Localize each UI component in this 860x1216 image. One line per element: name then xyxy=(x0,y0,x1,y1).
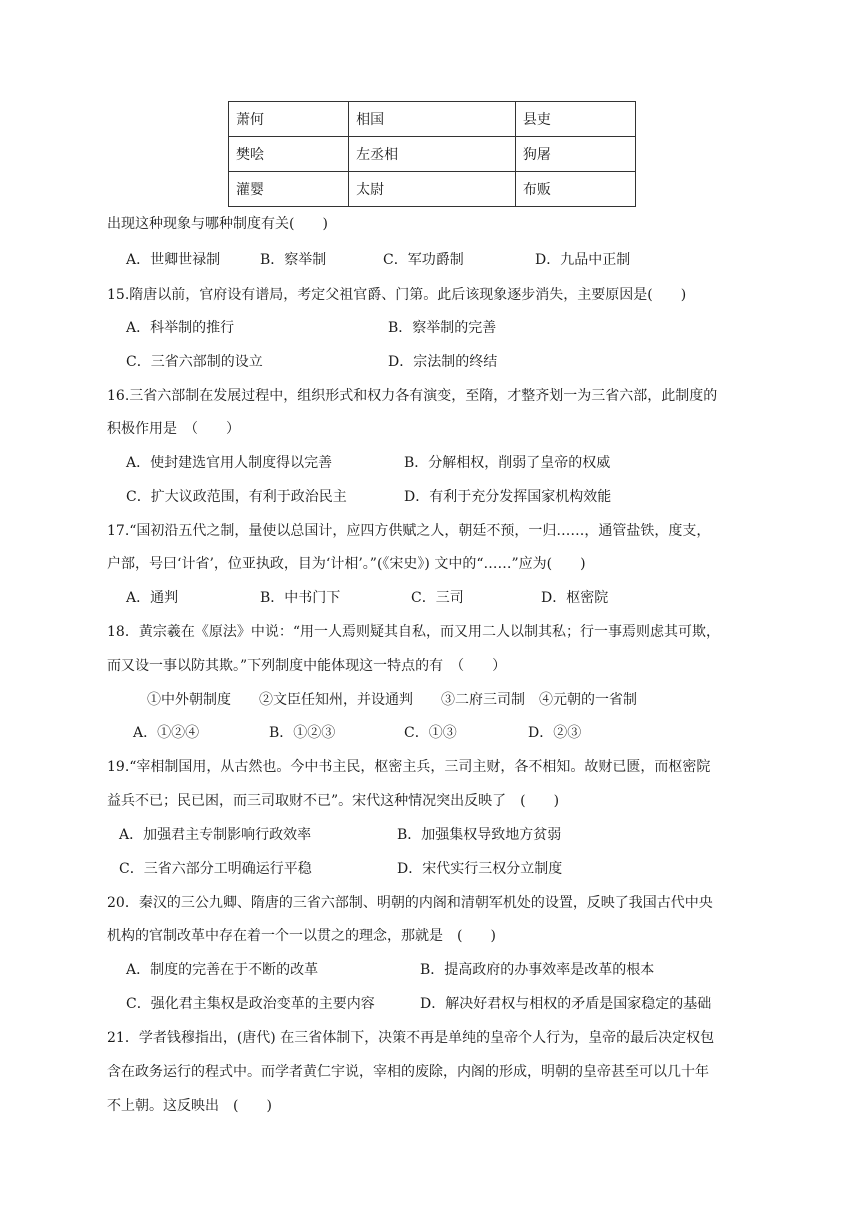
q15-option-a[interactable]: A．科举制的推行 xyxy=(126,320,235,336)
q15-option-b[interactable]: B．察举制的完善 xyxy=(388,320,497,336)
question-20-stem-line2: 机构的官制改革中存在着一个一以贯之的理念，那就是 ( ) xyxy=(107,928,496,944)
q15-option-d[interactable]: D．宗法制的终结 xyxy=(388,354,498,370)
q18-statement-items: ①中外朝制度 ②文臣任知州，并设通判 ③二府三司制 ④元朝的一省制 xyxy=(147,692,637,708)
q14-option-c[interactable]: C．军功爵制 xyxy=(383,252,464,268)
table-cell: 狗屠 xyxy=(515,137,635,172)
q19-option-b[interactable]: B．加强集权导致地方贫弱 xyxy=(397,827,562,843)
q19-option-d[interactable]: D．宋代实行三权分立制度 xyxy=(397,861,563,877)
question-14-stem: 出现这种现象与哪种制度有关( ) xyxy=(107,216,328,232)
question-17-stem-line2: 户部，号曰‘计省’，位亚执政，目为‘计相’。”(《宋史》) 文中的“……”应为( ) xyxy=(107,556,586,572)
q16-option-c[interactable]: C．扩大议政范围，有利于政治民主 xyxy=(126,489,347,505)
q17-option-c[interactable]: C．三司 xyxy=(411,590,464,606)
q16-option-b[interactable]: B．分解相权，削弱了皇帝的权威 xyxy=(404,455,611,471)
table-cell: 县吏 xyxy=(515,102,635,137)
q18-option-b[interactable]: B．①②③ xyxy=(269,725,336,741)
q14-option-d[interactable]: D．九品中正制 xyxy=(535,252,631,268)
question-16-stem-line1: 16.三省六部制在发展过程中，组织形式和权力各有演变，至隋，才整齐划一为三省六部，此制度的 xyxy=(107,388,718,404)
q19-option-a[interactable]: A．加强君主专制影响行政效率 xyxy=(119,827,312,843)
question-19-stem-line2: 益兵不已；民已困，而三司取财不已”。宋代这种情况突出反映了 ( ) xyxy=(107,793,560,809)
table-cell: 布贩 xyxy=(515,172,635,207)
q16-option-a[interactable]: A．使封建选官用人制度得以完善 xyxy=(126,455,333,471)
q19-option-c[interactable]: C．三省六部分工明确运行平稳 xyxy=(119,861,312,877)
question-18-stem-line1: 18．黄宗羲在《原法》中说：“用一人焉则疑其自私，而又用二人以制其私；行一事焉则虑其可欺， xyxy=(107,624,720,640)
table-row xyxy=(229,172,636,207)
table-cell: 樊哙 xyxy=(229,137,349,172)
question-15-stem: 15.隋唐以前，官府设有谱局，考定父祖官爵、门第。此后该现象逐步消失，主要原因是( ) xyxy=(107,287,687,303)
question-18-stem-line2: 而又设一事以防其欺。”下列制度中能体现这一特点的有 （ ） xyxy=(107,658,507,674)
officials-table xyxy=(228,101,636,207)
q14-option-b[interactable]: B．察举制 xyxy=(260,252,327,268)
q18-option-c[interactable]: C．①③ xyxy=(404,725,457,741)
q16-option-d[interactable]: D．有利于充分发挥国家机构效能 xyxy=(404,489,612,505)
table-row xyxy=(229,102,636,137)
question-16-stem-line2: 积极作用是 （ ） xyxy=(107,421,240,437)
question-21-stem-line1: 21．学者钱穆指出，(唐代) 在三省体制下，决策不再是单纯的皇帝个人行为，皇帝的最后决定权包 xyxy=(107,1030,715,1046)
q17-option-a[interactable]: A．通判 xyxy=(126,590,179,606)
q17-option-b[interactable]: B．中书门下 xyxy=(260,590,341,606)
question-21-stem-line3: 不上朝。这反映出 ( ) xyxy=(107,1098,272,1114)
q18-option-d[interactable]: D．②③ xyxy=(528,725,582,741)
q20-option-a[interactable]: A．制度的完善在于不断的改革 xyxy=(126,962,319,978)
q15-option-c[interactable]: C．三省六部制的设立 xyxy=(126,354,263,370)
q20-option-d[interactable]: D．解决好君权与相权的矛盾是国家稳定的基础 xyxy=(420,996,712,1012)
table-cell: 太尉 xyxy=(349,172,516,207)
table-cell: 萧何 xyxy=(229,102,349,137)
question-19-stem-line1: 19.“宰相制国用，从古然也。今中书主民，枢密主兵，三司主财，各不相知。故财已匮，而枢密院 xyxy=(107,759,711,775)
q18-option-a[interactable]: A．①②④ xyxy=(133,725,200,741)
table-cell: 相国 xyxy=(349,102,516,137)
table-cell: 灌婴 xyxy=(229,172,349,207)
q20-option-b[interactable]: B．提高政府的办事效率是改革的根本 xyxy=(420,962,655,978)
table-cell: 左丞相 xyxy=(349,137,516,172)
question-21-stem-line2: 含在政务运行的程式中。而学者黄仁宇说，宰相的废除，内阁的形成，明朝的皇帝甚至可以几十年 xyxy=(107,1064,709,1080)
question-17-stem-line1: 17.“国初沿五代之制，量使以总国计，应四方供赋之人，朝廷不预，一归……，通管盐铁，度支， xyxy=(107,523,711,539)
q14-option-a[interactable]: A．世卿世禄制 xyxy=(126,252,221,268)
question-20-stem-line1: 20．秦汉的三公九卿、隋唐的三省六部制、明朝的内阁和清朝军机处的设置，反映了我国古代中央 xyxy=(107,895,713,911)
q20-option-c[interactable]: C．强化君主集权是政治变革的主要内容 xyxy=(126,996,375,1012)
table-row xyxy=(229,137,636,172)
q17-option-d[interactable]: D．枢密院 xyxy=(541,590,609,606)
